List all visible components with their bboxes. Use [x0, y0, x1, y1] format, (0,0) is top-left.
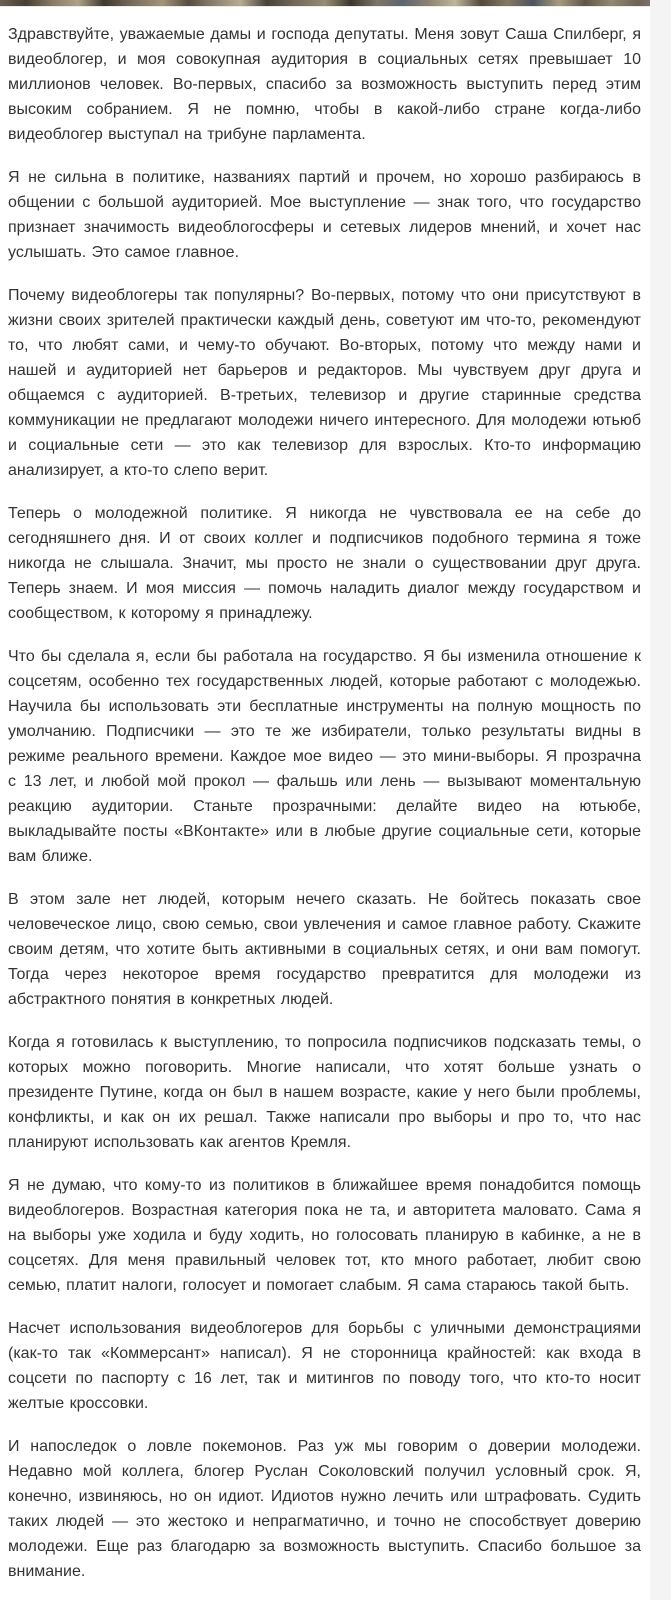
- article-body: [0, 7, 650, 1584]
- article-paragraph: Когда я готовилась к выступлению, то попросила подписчиков подсказать темы, о которых можно поговорить. Многие написали, что хотят больше узнать о президенте Путине, когда он был в нашем возрасте, какие у него были проблемы, конфликты, и как он их решал. Также написали про выборы и про то, что нас планируют использовать как агентов Кремля.: [8, 1034, 641, 1151]
- right-gutter: [650, 0, 671, 1600]
- article-paragraph: Что бы сделала я, если бы работала на государство. Я бы изменила отношение к соцсетям, особенно тех государственных людей, которые работают с молодежью. Научила бы использовать эти бесплатные инструменты на полную мощность по умолчанию. Подписчики — это те же избиратели, только результаты видны в режиме реального времени. Каждое мое видео — это мини-выборы. Я прозрачна с 13 лет, и любой мой прокол — фальшь или лень — вызывают моментальную реакцию аудитории. Станьте прозрачными: делайте видео на ютьюбе, выкладывайте посты «ВКонтакте» или в любые другие социальные сети, которые вам ближе.: [8, 648, 641, 865]
- article-paragraph: Здравствуйте, уважаемые дамы и господа депутаты. Меня зовут Саша Спилберг, я видеоблогер, и моя совокупная аудитория в социальных сетях превышает 10 миллионов человек. Во-первых, спасибо за возможность выступить перед этим высоким собранием. Я не помню, чтобы в какой-либо стране когда-либо видеоблогер выступал на трибуне парламента.: [8, 26, 641, 143]
- article-paragraph: Теперь о молодежной политике. Я никогда не чувствовала ее на себе до сегодняшнего дня. И от своих коллег и подписчиков подобного термина я тоже никогда не слышала. Значит, мы просто не знали о существовании друг друга. Теперь знаем. И моя миссия — помочь наладить диалог между государством и сообществом, к которому я принадлежу.: [8, 505, 641, 622]
- article-paragraph: Насчет использования видеоблогеров для борьбы с уличными демонстрациями (как-то так «Коммерсант» написал). Я не сторонница крайностей: как входа в соцсети по паспорту с 16 лет, так и митингов по поводу того, что кто-то носит желтые кроссовки.: [8, 1320, 641, 1412]
- article-paragraph: В этом зале нет людей, которым нечего сказать. Не бойтесь показать свое человеческое лицо, свою семью, свои увлечения и самое главное работу. Скажите своим детям, что хотите быть активными в социальных сетях, и они вам помогут. Тогда через некоторое время государство превратится для молодежи из абстрактного понятия в конкретных людей.: [8, 891, 641, 1008]
- article-paragraph: И напоследок о ловле покемонов. Раз уж мы говорим о доверии молодежи. Недавно мой коллега, блогер Руслан Соколовский получил условный срок. Я, конечно, извиняюсь, но он идиот. Идиотов нужно лечить или штрафовать. Судить таких людей — это жестоко и непрагматично, и точно не способствует доверию молодежи. Еще раз благодарю за возможность выступить. Спасибо большое за внимание.: [8, 1438, 641, 1580]
- article-paragraph: Я не сильна в политике, названиях партий и прочем, но хорошо разбираюсь в общении с большой аудиторией. Мое выступление — знак того, что государство признает значимость видеоблогосферы и сетевых лидеров мнений, и хочет нас услышать. Это самое главное.: [8, 169, 641, 261]
- article-paragraph: Почему видеоблогеры так популярны? Во-первых, потому что они присутствуют в жизни своих зрителей практически каждый день, советуют им что-то, рекомендуют то, что любят сами, и чему-то обучают. Во-вторых, потому что между нами и нашей и аудиторией нет барьеров и редакторов. Мы чувствуем друг друга и общаемся с аудиторией. В-третьих, телевизор и другие старинные средства коммуникации не предлагают молодежи ничего интересного. Для молодежи ютьюб и социальные сети — это как телевизор для взрослых. Кто-то информацию анализирует, а кто-то слепо верит.: [8, 287, 641, 479]
- article-photo-bottom-edge: [0, 0, 650, 7]
- article-paragraph: Я не думаю, что кому-то из политиков в ближайшее время понадобится помощь видеоблогеров. Возрастная категория пока не та, и авторитета маловато. Сама я на выборы уже ходила и буду ходить, но голосовать планирую в кабинке, а не в соцсетях. Для меня правильный человек тот, кто много работает, любит свою семью, платит налоги, голосует и помогает слабым. Я сама стараюсь такой быть.: [8, 1177, 641, 1294]
